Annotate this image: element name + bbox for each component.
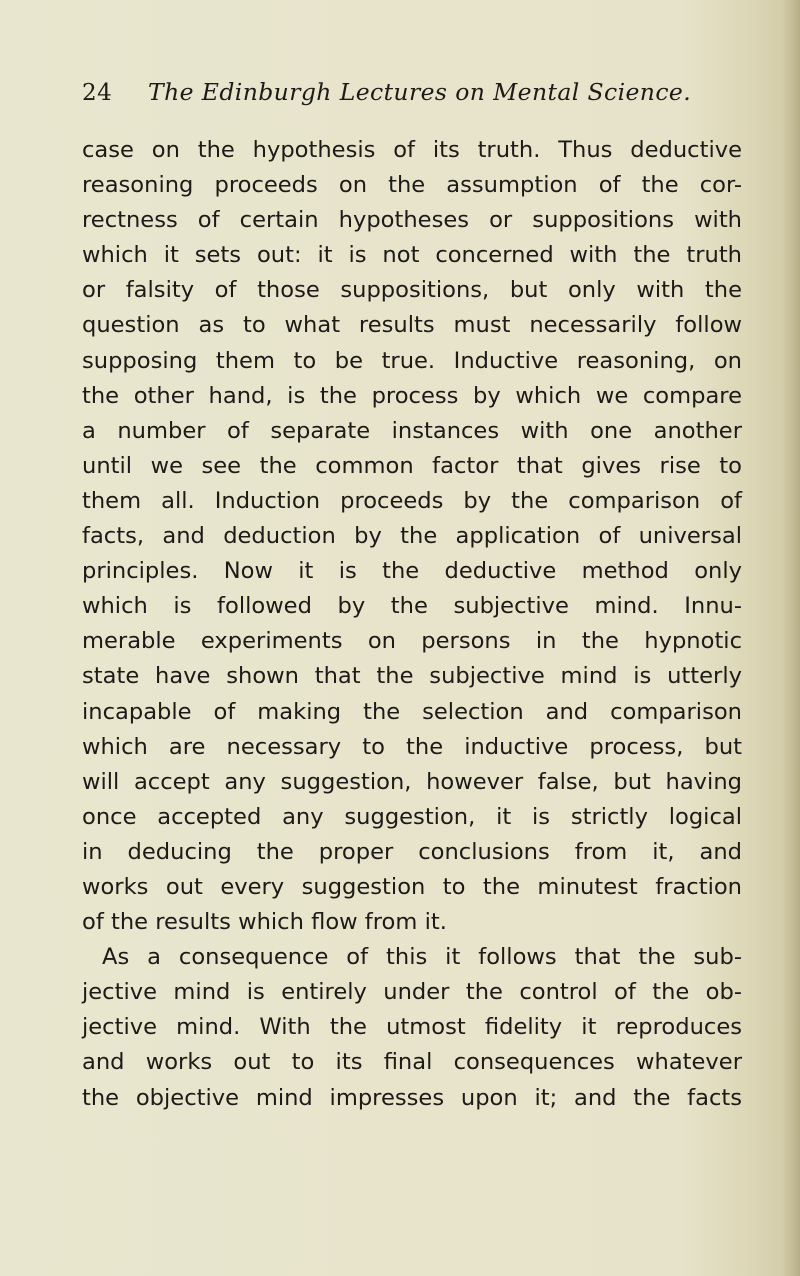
text-line: and works out to its final consequences whatever [82,1049,742,1076]
text-line: in deducing the proper conclusions from it, and [82,838,742,865]
text-line: reasoning proceeds on the assumption of the cor- [82,172,742,199]
text-line: facts, and deduction by the application of universal [82,523,742,550]
body-text [82,133,742,1116]
text-line: which are necessary to the inductive process, but [82,733,742,760]
text-line: which is followed by the subjective mind. Innu- [82,593,742,620]
text-line: a number of separate instances with one another [82,417,742,444]
page-number: 24 [82,80,113,106]
text-line: merable experiments on persons in the hypnotic [82,628,742,655]
text-line: rectness of certain hypotheses or suppositions with [82,207,742,234]
text-line: incapable of making the selection and comparison [82,698,742,725]
text-line-paragraph-start: As a consequence of this it follows that the sub- [102,944,742,971]
text-line: state have shown that the subjective mind is utterly [82,663,742,690]
text-line: case on the hypothesis of its truth. Thus deductive [82,137,742,163]
text-line: works out every suggestion to the minutest fraction [82,873,742,900]
text-line: principles. Now it is the deductive method only [82,558,742,585]
page-edge-shadow [782,0,800,1276]
text-line: will accept any suggestion, however false, but having [82,768,742,795]
text-line: jective mind is entirely under the control of the ob- [82,979,742,1006]
text-line: once accepted any suggestion, it is strictly logical [82,803,742,830]
text-line-paragraph-end: of the results which flow from it. [82,909,447,936]
text-line: which it sets out: it is not concerned with the truth [82,242,742,269]
page-header [82,74,722,114]
text-line: supposing them to be true. Inductive reasoning, on [82,347,742,374]
text-line: until we see the common factor that gives rise to [82,452,742,479]
running-title: The Edinburgh Lectures on Mental Science. [148,78,692,106]
text-line: question as to what results must necessarily follow [82,312,742,339]
text-line: or falsity of those suppositions, but only with the [82,277,742,304]
text-line: jective mind. With the utmost fidelity it reproduces [82,1014,742,1041]
text-line: the objective mind impresses upon it; and the facts [82,1084,742,1111]
text-line: the other hand, is the process by which we compare [82,382,742,409]
text-line: them all. Induction proceeds by the comparison of [82,487,742,514]
